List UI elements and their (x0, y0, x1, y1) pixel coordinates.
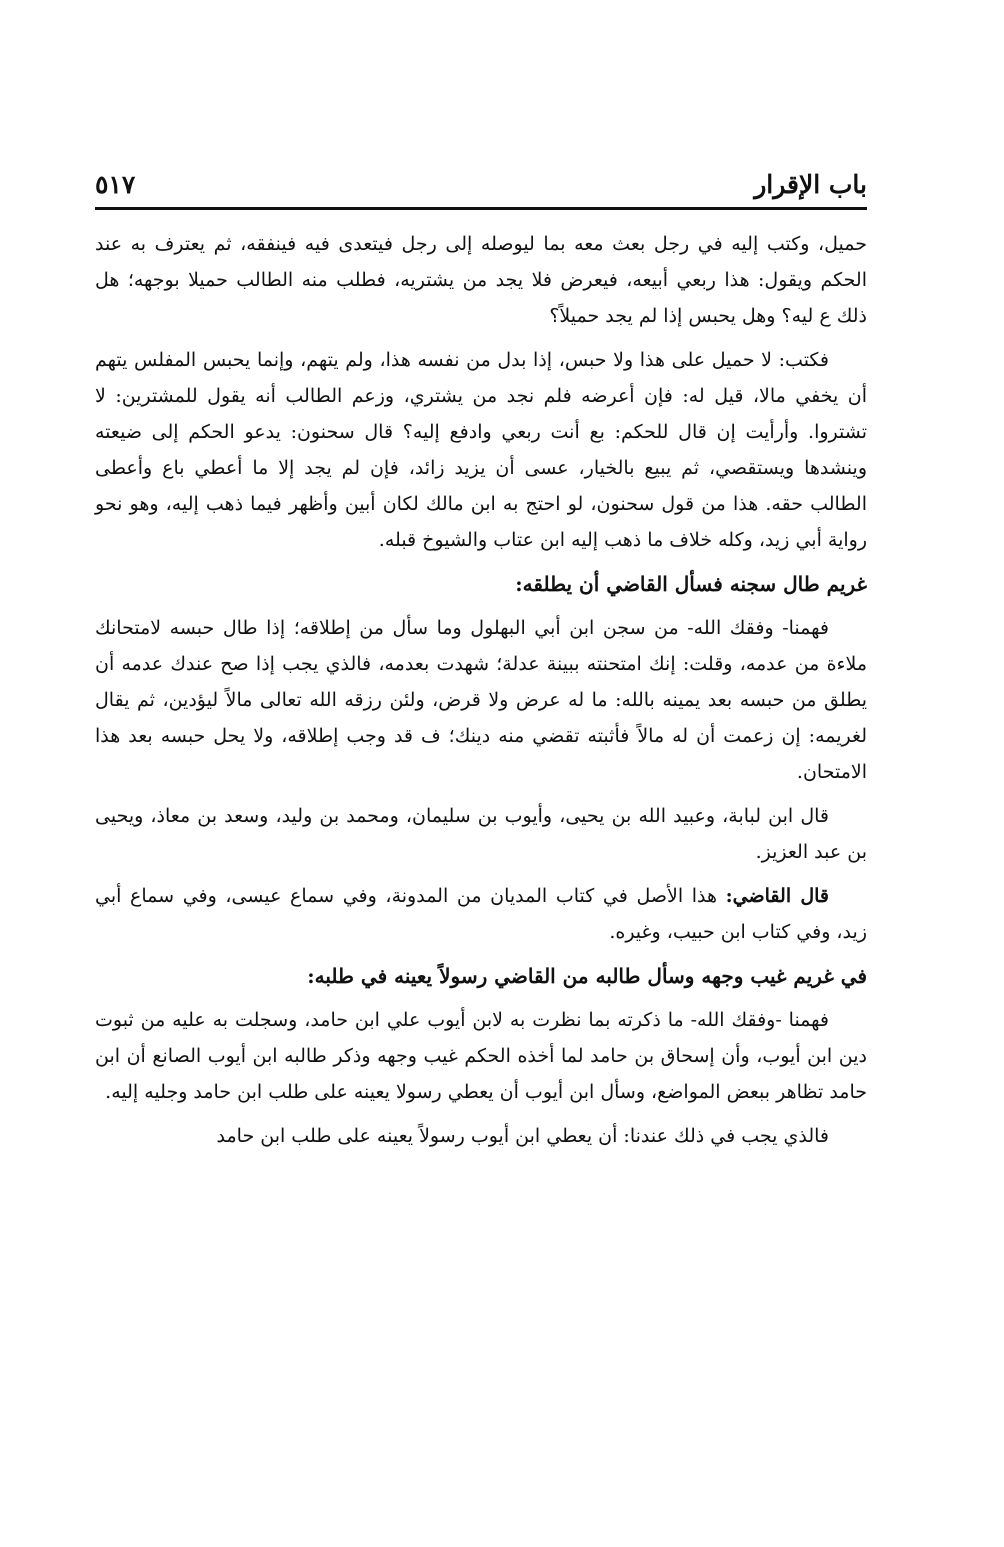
paragraph: حميل، وكتب إليه في رجل بعث معه بما ليوصله إلى رجل فيتعدى فيه فينفقه، ثم يعترف به عند الحكم ويقول: هذا ربعي أبيعه، فيعرض فلا يجد من يشتريه، فطلب منه الطالب حميلا بوجهه؛ هل ذلك ع ليه؟ وهل يحبس إذا لم يجد حميلاً؟ (95, 233, 867, 327)
paragraph: فهمنا -وفقك الله- ما ذكرته بما نظرت به لابن أيوب علي ابن حامد، وسجلت به عليه من ثبوت دين ابن أيوب، وأن إسحاق بن حامد لما أخذه الحكم غيب وجهه وذكر طالبه ابن أيوب الصانع أن ابن حامد تظاهر ببعض المواضع، وسأل ابن أيوب أن يعطي رسولا يعينه على طلب ابن حامد وجليه إليه. (95, 1009, 867, 1103)
header-rule (95, 207, 867, 210)
section-heading: غريم طال سجنه فسأل القاضي أن يطلقه: (515, 572, 867, 596)
running-title: باب الإقرار (754, 170, 867, 199)
paragraph-text: هذا الأصل في كتاب المديان من المدونة، وفي سماع عيسى، وفي سماع أبي زيد، وفي كتاب ابن حبيب، وغيره. (95, 885, 867, 943)
paragraph: فالذي يجب في ذلك عندنا: أن يعطي ابن أيوب رسولاً يعينه على طلب ابن حامد (216, 1125, 829, 1147)
paragraph: فكتب: لا حميل على هذا ولا حبس، إذا بدل من نفسه هذا، ولم يتهم، وإنما يحبس المفلس يتهم أن يخفي مالا، قيل له: فإن أعرضه فلم نجد من يشتري، وزعم الطالب أنه يقول للمشترين: لا تشتروا. وأرأيت إن قال للحكم: بع أنت ربعي وادفع إليه؟ قال سحنون: يدعو الحكم إلى ضيعته وينشدها ويستقصي، ثم يبيع بالخيار، عسى أن يزيد زائد، فإن لم يجد إلا ما أعطي باع وأعطى الطالب حقه. هذا من قول سحنون، لو احتج به ابن مالك لكان أبين وأظهر فيما ذهب إليه، وهو نحو رواية أبي زيد، وكله خلاف ما ذهب إليه ابن عتاب والشيوخ قبله. (95, 349, 867, 551)
section-heading: في غريم غيب وجهه وسأل طالبه من القاضي رسولاً يعينه في طلبه: (307, 964, 867, 988)
page-header (95, 166, 867, 204)
paragraph-qadi (95, 878, 867, 950)
lead-label: قال القاضي: (725, 885, 829, 907)
body-text (95, 226, 867, 1162)
paragraph: فهمنا- وفقك الله- من سجن ابن أبي البهلول وما سأل من إطلاقه؛ إذا طال حبسه لامتحانك ملاءة من عدمه، وقلت: إنك امتحنته ببينة عدلة؛ شهدت بعدمه، فالذي يجب إذا صح عندك عدمه أن يطلق من حبسه بعد يمينه بالله: ما له عرض ولا قرض، ولئن رزقه الله تعالى مالاً ليؤدين، ثم يقال لغريمه: إن زعمت أن له مالاً فأثبته تقضي منه دينك؛ ف قد وجب إطلاقه، ولا يحل حبسه بعد هذا الامتحان. (95, 617, 867, 783)
page-number: ٥١٧ (95, 170, 136, 199)
paragraph: قال ابن لبابة، وعبيد الله بن يحيى، وأيوب بن سليمان، ومحمد بن وليد، وسعد بن معاذ، ويحيى بن عبد العزيز. (95, 805, 867, 863)
